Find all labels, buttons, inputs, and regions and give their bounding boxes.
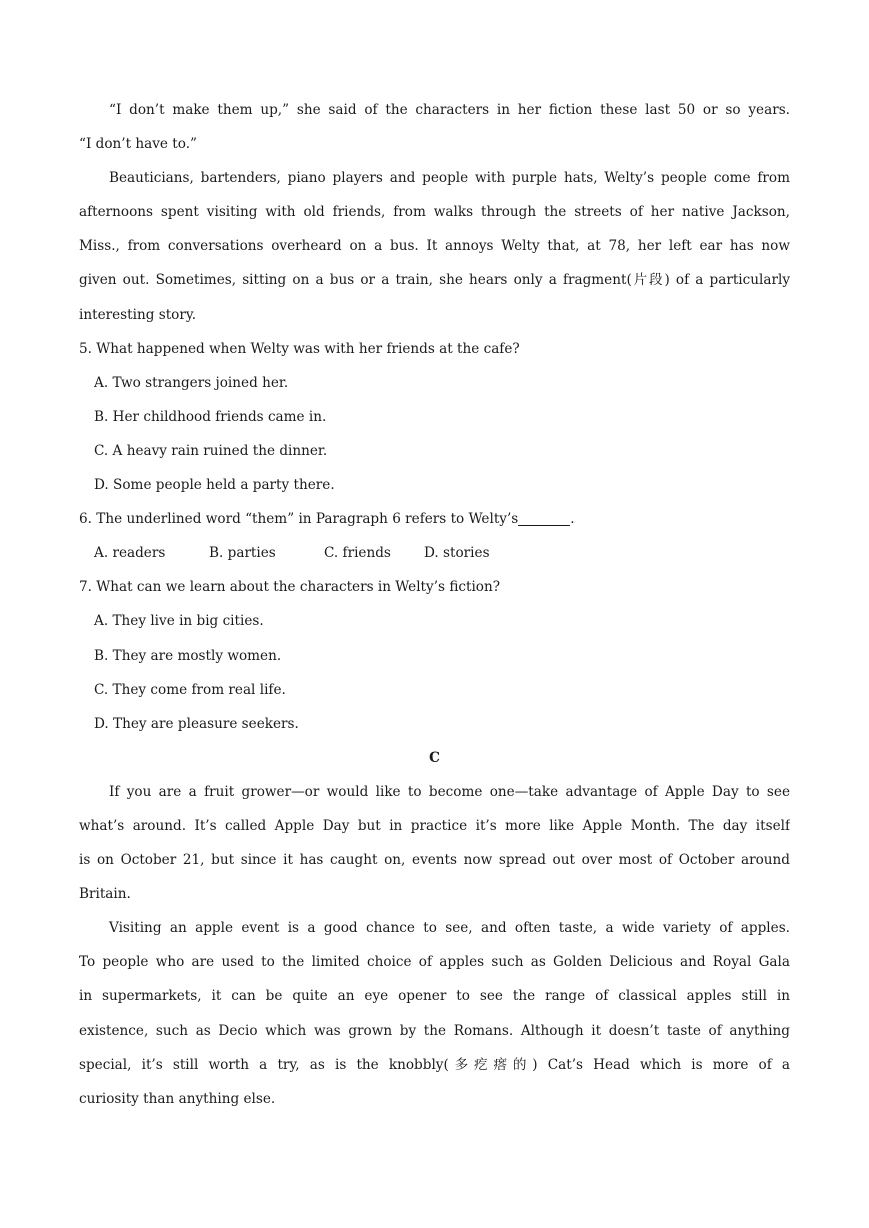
question-5-stem: 5. What happened when Welty was with her friends at the cafe? [79, 340, 520, 357]
paragraph-line: Miss., from conversations overheard on a bus. It annoys Welty that, at 78, her left ear has now [79, 238, 790, 255]
question-5-option-a: A. Two strangers joined her. [94, 374, 289, 391]
paragraph-line: “I don’t have to.” [79, 136, 197, 153]
paragraph-line: existence, such as Decio which was grown by the Romans. Although it doesn’t taste of anything [79, 1022, 790, 1039]
question-6-options [79, 536, 790, 570]
question-6-stem: 6. The underlined word “them” in Paragraph 6 refers to Welty’s [79, 511, 519, 528]
paragraph-line: special, it’s still worth a try, as is the knobbly(多疙瘩的) Cat’s Head which is more of a [79, 1056, 790, 1073]
paragraph-line: To people who are used to the limited choice of apples such as Golden Delicious and Royal Gala [79, 954, 790, 971]
question-5-option-c: C. A heavy rain ruined the dinner. [94, 442, 328, 459]
question-5-option-b: B. Her childhood friends came in. [94, 408, 327, 425]
paragraph-line: curiosity than anything else. [79, 1090, 276, 1107]
question-6-option-d: D. stories [424, 545, 490, 562]
paragraph-line: afternoons spent visiting with old friends, from walks through the streets of her native Jackson, [79, 204, 790, 221]
question-6-stem-line [79, 502, 790, 536]
question-6-stem-end: . [570, 511, 575, 528]
paragraph-line: in supermarkets, it can be quite an eye opener to see the range of classical apples still in [79, 988, 790, 1005]
question-7-option-c: C. They come from real life. [94, 681, 286, 698]
section-heading: C [429, 749, 440, 766]
paragraph-line: Britain. [79, 886, 131, 903]
paragraph-line: “I don’t make them up,” she said of the characters in her fiction these last 50 or so years. [109, 102, 790, 118]
question-7-option-d: D. They are pleasure seekers. [94, 715, 299, 732]
question-6-option-a: A. readers [94, 545, 166, 562]
document-page [79, 93, 790, 1116]
paragraph-line: is on October 21, but since it has caught on, events now spread out over most of October around [79, 852, 790, 869]
question-6-option-c: C. friends [324, 545, 391, 562]
paragraph-line: interesting story. [79, 306, 197, 323]
question-7-option-a: A. They live in big cities. [94, 613, 264, 630]
question-5-option-d: D. Some people held a party there. [94, 477, 335, 494]
paragraph-line: Beauticians, bartenders, piano players and people with purple hats, Welty’s people come from [109, 170, 790, 187]
question-7-stem: 7. What can we learn about the characters in Welty’s fiction? [79, 579, 501, 596]
paragraph-line: what’s around. It’s called Apple Day but in practice it’s more like Apple Month. The day itself [79, 817, 790, 834]
paragraph-line: If you are a fruit grower—or would like to become one—take advantage of Apple Day to see [109, 783, 790, 800]
paragraph-line: Visiting an apple event is a good chance to see, and often taste, a wide variety of apples. [109, 920, 790, 937]
answer-blank [518, 509, 570, 526]
question-7-option-b: B. They are mostly women. [94, 647, 282, 664]
question-6-option-b: B. parties [209, 545, 276, 562]
paragraph-line: given out. Sometimes, sitting on a bus or a train, she hears only a fragment(片段) of a particularly [79, 272, 790, 289]
